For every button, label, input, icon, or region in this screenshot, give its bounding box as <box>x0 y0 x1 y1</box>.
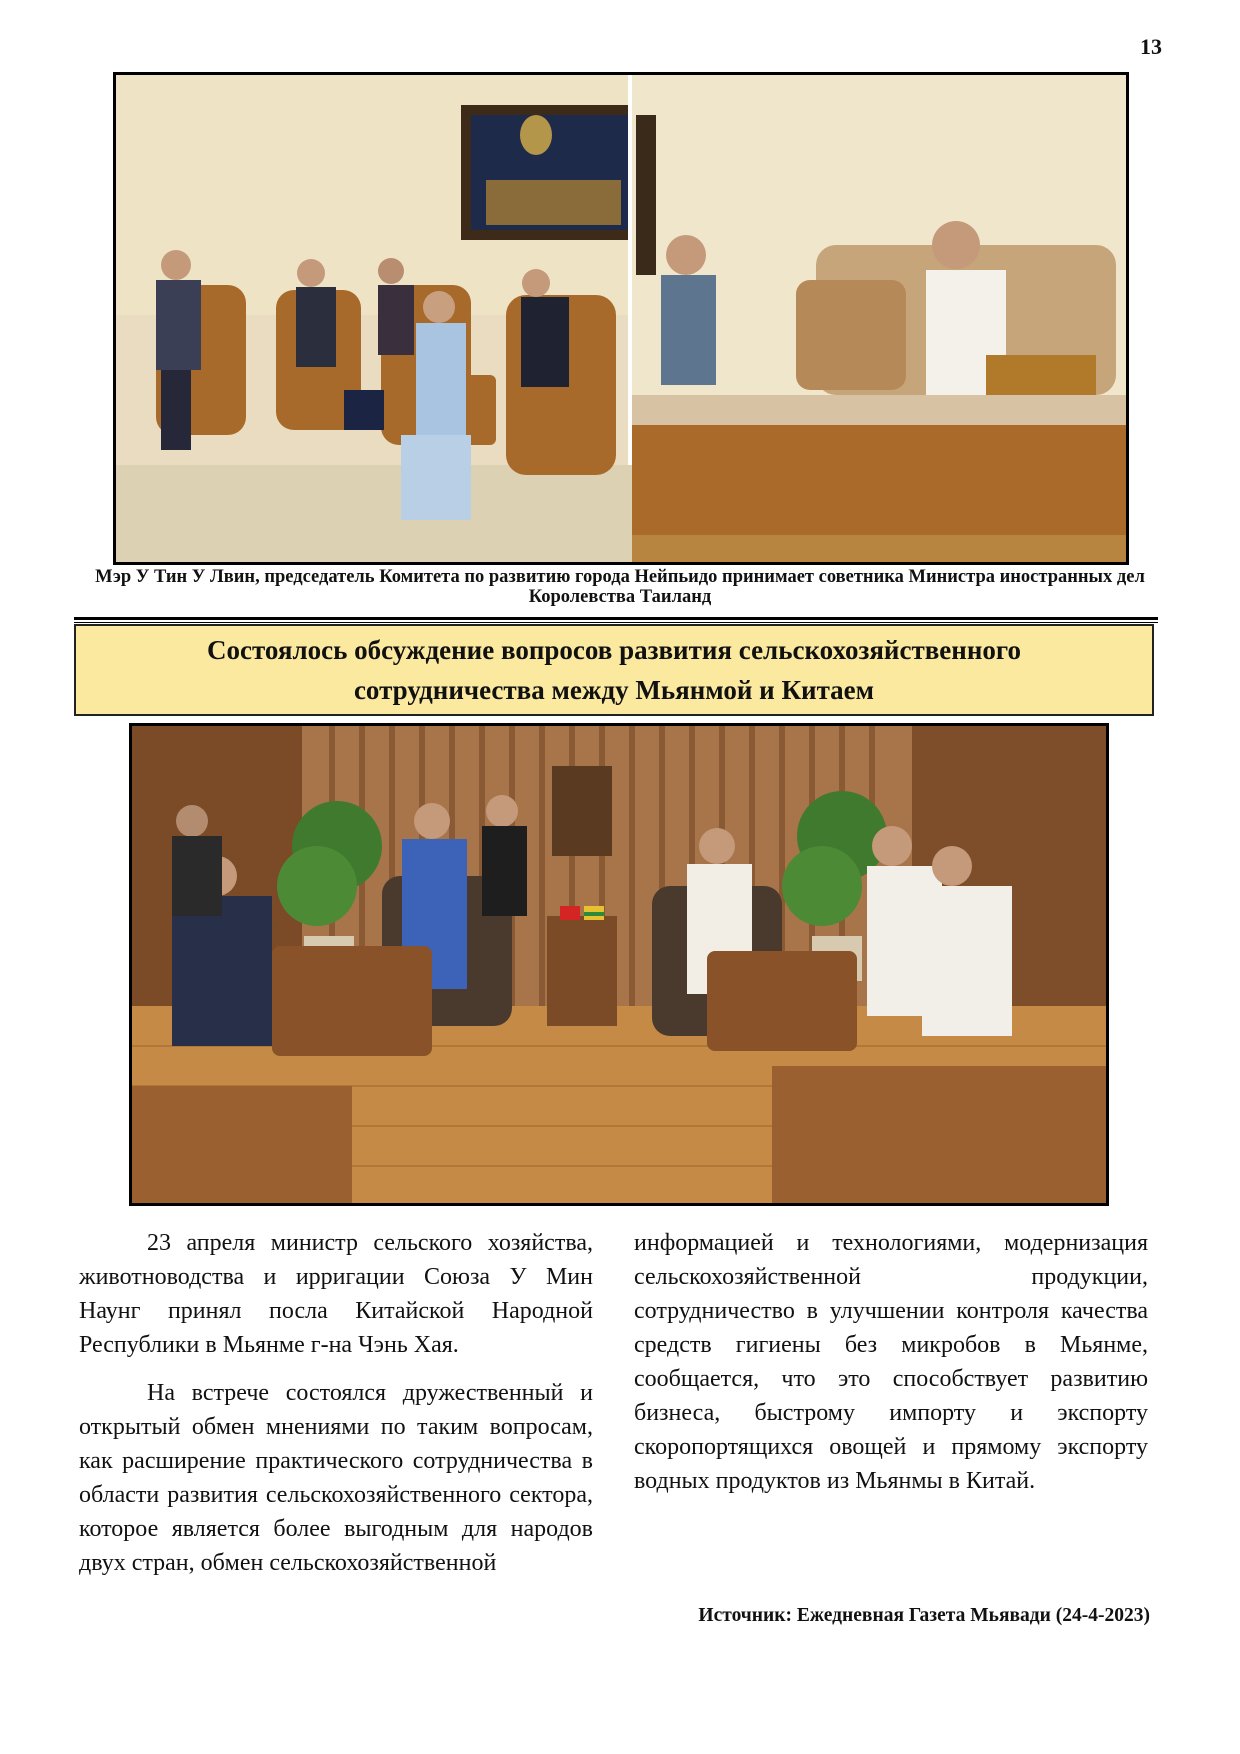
article-column-right <box>634 1226 1148 1512</box>
article-source: Источник: Ежедневная Газета Мьявади (24-4-2023) <box>698 1605 1150 1626</box>
headline-box <box>74 624 1154 716</box>
meeting-photo-main-image <box>132 726 1106 1203</box>
page-number: 13 <box>1140 34 1162 59</box>
meeting-photo-main <box>129 723 1109 1206</box>
article-column-left <box>79 1226 593 1594</box>
meeting-photo-top-image <box>116 75 1126 562</box>
meeting-photo-top <box>113 72 1129 565</box>
article-headline: Состоялось обсуждение вопросов развития сельскохозяйственного сотрудничества между Мьянмой и Китаем <box>206 635 1021 705</box>
article-paragraph: информацией и технологиями, модернизация сельскохозяйственной продукции, сотрудничество в улучшении контроля качества средств гигиены без микробов в Мьянме, сообщается, что это способствует развитию бизнеса, быстрому импорту и экспорту скоропортящихся овощей и прямому экспорту водных продуктов из Мьянмы в Китай. <box>634 1230 1148 1494</box>
article-paragraph: На встрече состоялся дружественный и открытый обмен мнениями по таким вопросам, как расширение практического сотрудничества в области развития сельскохозяйственного сектора, которое является более выгодным для народов двух стран, обмен сельскохозяйственной <box>79 1380 593 1576</box>
photo-caption: Мэр У Тин У Лвин, председатель Комитета по развитию города Нейпьидо принимает советника Министра иностранных дел Королевства Таиланд <box>95 567 1145 607</box>
section-divider <box>74 617 1158 623</box>
article-paragraph: 23 апреля министр сельского хозяйства, животноводства и ирригации Союза У Мин Наунг принял посла Китайской Народной Республики в Мьянме г-на Чэнь Хая. <box>79 1230 593 1358</box>
